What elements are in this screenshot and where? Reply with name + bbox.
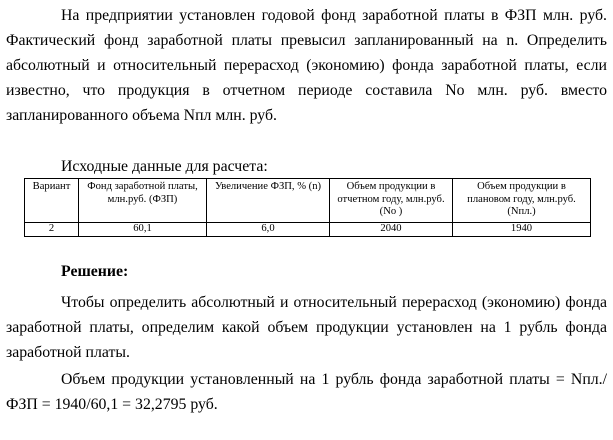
header-wage-increase: Увеличение ФЗП, % (n) (207, 179, 330, 223)
header-output-plan: Объем продукции в плановом году, млн.руб. (Nпл.) (453, 179, 591, 223)
cell-variant: 2 (25, 223, 79, 237)
solution-heading: Решение: (61, 263, 129, 280)
table-caption: Исходные данные для расчета: (61, 158, 268, 175)
header-wage-fund: Фонд заработной платы, млн.руб. (ФЗП) (79, 179, 207, 223)
cell-output-actual: 2040 (330, 223, 453, 237)
table-row (25, 223, 591, 237)
header-output-actual: Объем продукции в отчетном году, млн.руб. (No ) (330, 179, 453, 223)
problem-statement: На предприятии установлен годовой фонд заработной платы в ФЗП млн. руб. Фактический фонд заработной платы превысил запланированный на n. Определить абсолютный и относительный перерасход (экономию) фонда заработной платы, если известно, что продукция в отчетном периоде составила No млн. руб. вместо запланированного объема Nпл млн. руб. (6, 7, 607, 124)
header-variant: Вариант (25, 179, 79, 223)
table-header-row (25, 179, 591, 223)
cell-wage-fund: 60,1 (79, 223, 207, 237)
input-data-table (24, 178, 591, 237)
cell-output-plan: 1940 (453, 223, 591, 237)
solution-paragraph: Объем продукции установленный на 1 рубль фонда заработной платы = Nпл./ФЗП = 1940/60,1 = 32,2795 руб. (6, 371, 607, 413)
solution-paragraph: Чтобы определить абсолютный и относительный перерасход (экономию) фонда заработной платы, определим какой объем продукции установлен на 1 рубль фонда заработной платы. (6, 294, 607, 361)
cell-wage-increase: 6,0 (207, 223, 330, 237)
